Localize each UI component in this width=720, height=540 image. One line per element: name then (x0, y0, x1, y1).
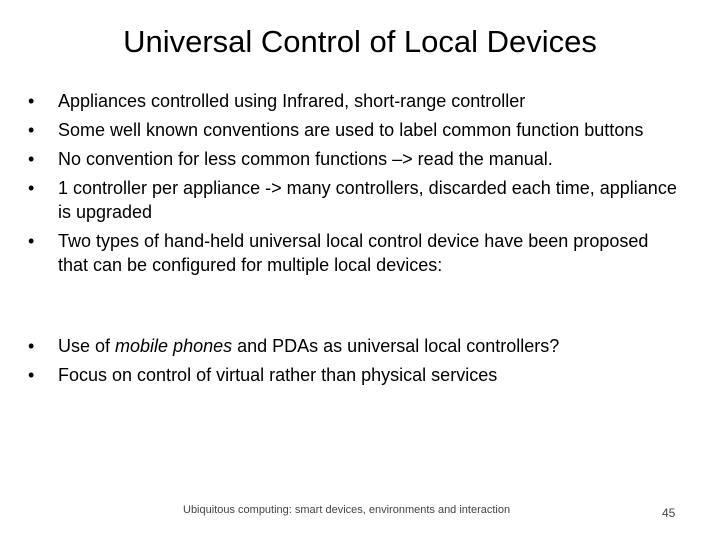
bullet-list-secondary (28, 334, 678, 392)
bullet-text-before: Focus on control of virtual rather than physical services (58, 365, 498, 385)
bullet-item (28, 118, 678, 142)
bullet-text: Two types of hand-held universal local control device have been proposed that can be configured for multiple local devices: (58, 231, 649, 275)
bullet-text: Some well known conventions are used to label common function buttons (58, 120, 644, 140)
bullet-text-emphasis: mobile phones (115, 336, 233, 356)
bullet-text: No convention for less common functions –> read the manual. (58, 149, 553, 169)
bullet-list-main (28, 89, 678, 282)
bullet-dot: • (28, 178, 35, 198)
bullet-dot: • (28, 336, 35, 356)
bullet-dot: • (28, 120, 35, 140)
bullet-item (28, 363, 678, 387)
slide-title: Universal Control of Local Devices (123, 24, 597, 59)
bullet-dot: • (28, 365, 35, 385)
footer-text: Ubiquitous computing: smart devices, environments and interaction (183, 504, 511, 516)
bullet-text: 1 controller per appliance -> many controllers, discarded each time, appliance is upgraded (58, 178, 677, 222)
bullet-text-after: and PDAs as universal local controllers? (232, 336, 560, 356)
bullet-item (28, 89, 678, 113)
page-number: 45 (662, 506, 676, 520)
bullet-dot: • (28, 91, 35, 111)
bullet-item (28, 229, 678, 277)
bullet-item (28, 176, 678, 224)
bullet-item (28, 334, 678, 358)
bullet-text: Appliances controlled using Infrared, short-range controller (58, 91, 526, 111)
bullet-item (28, 147, 678, 171)
bullet-dot: • (28, 231, 35, 251)
bullet-text-before: Use of (58, 336, 116, 356)
bullet-dot: • (28, 149, 35, 169)
